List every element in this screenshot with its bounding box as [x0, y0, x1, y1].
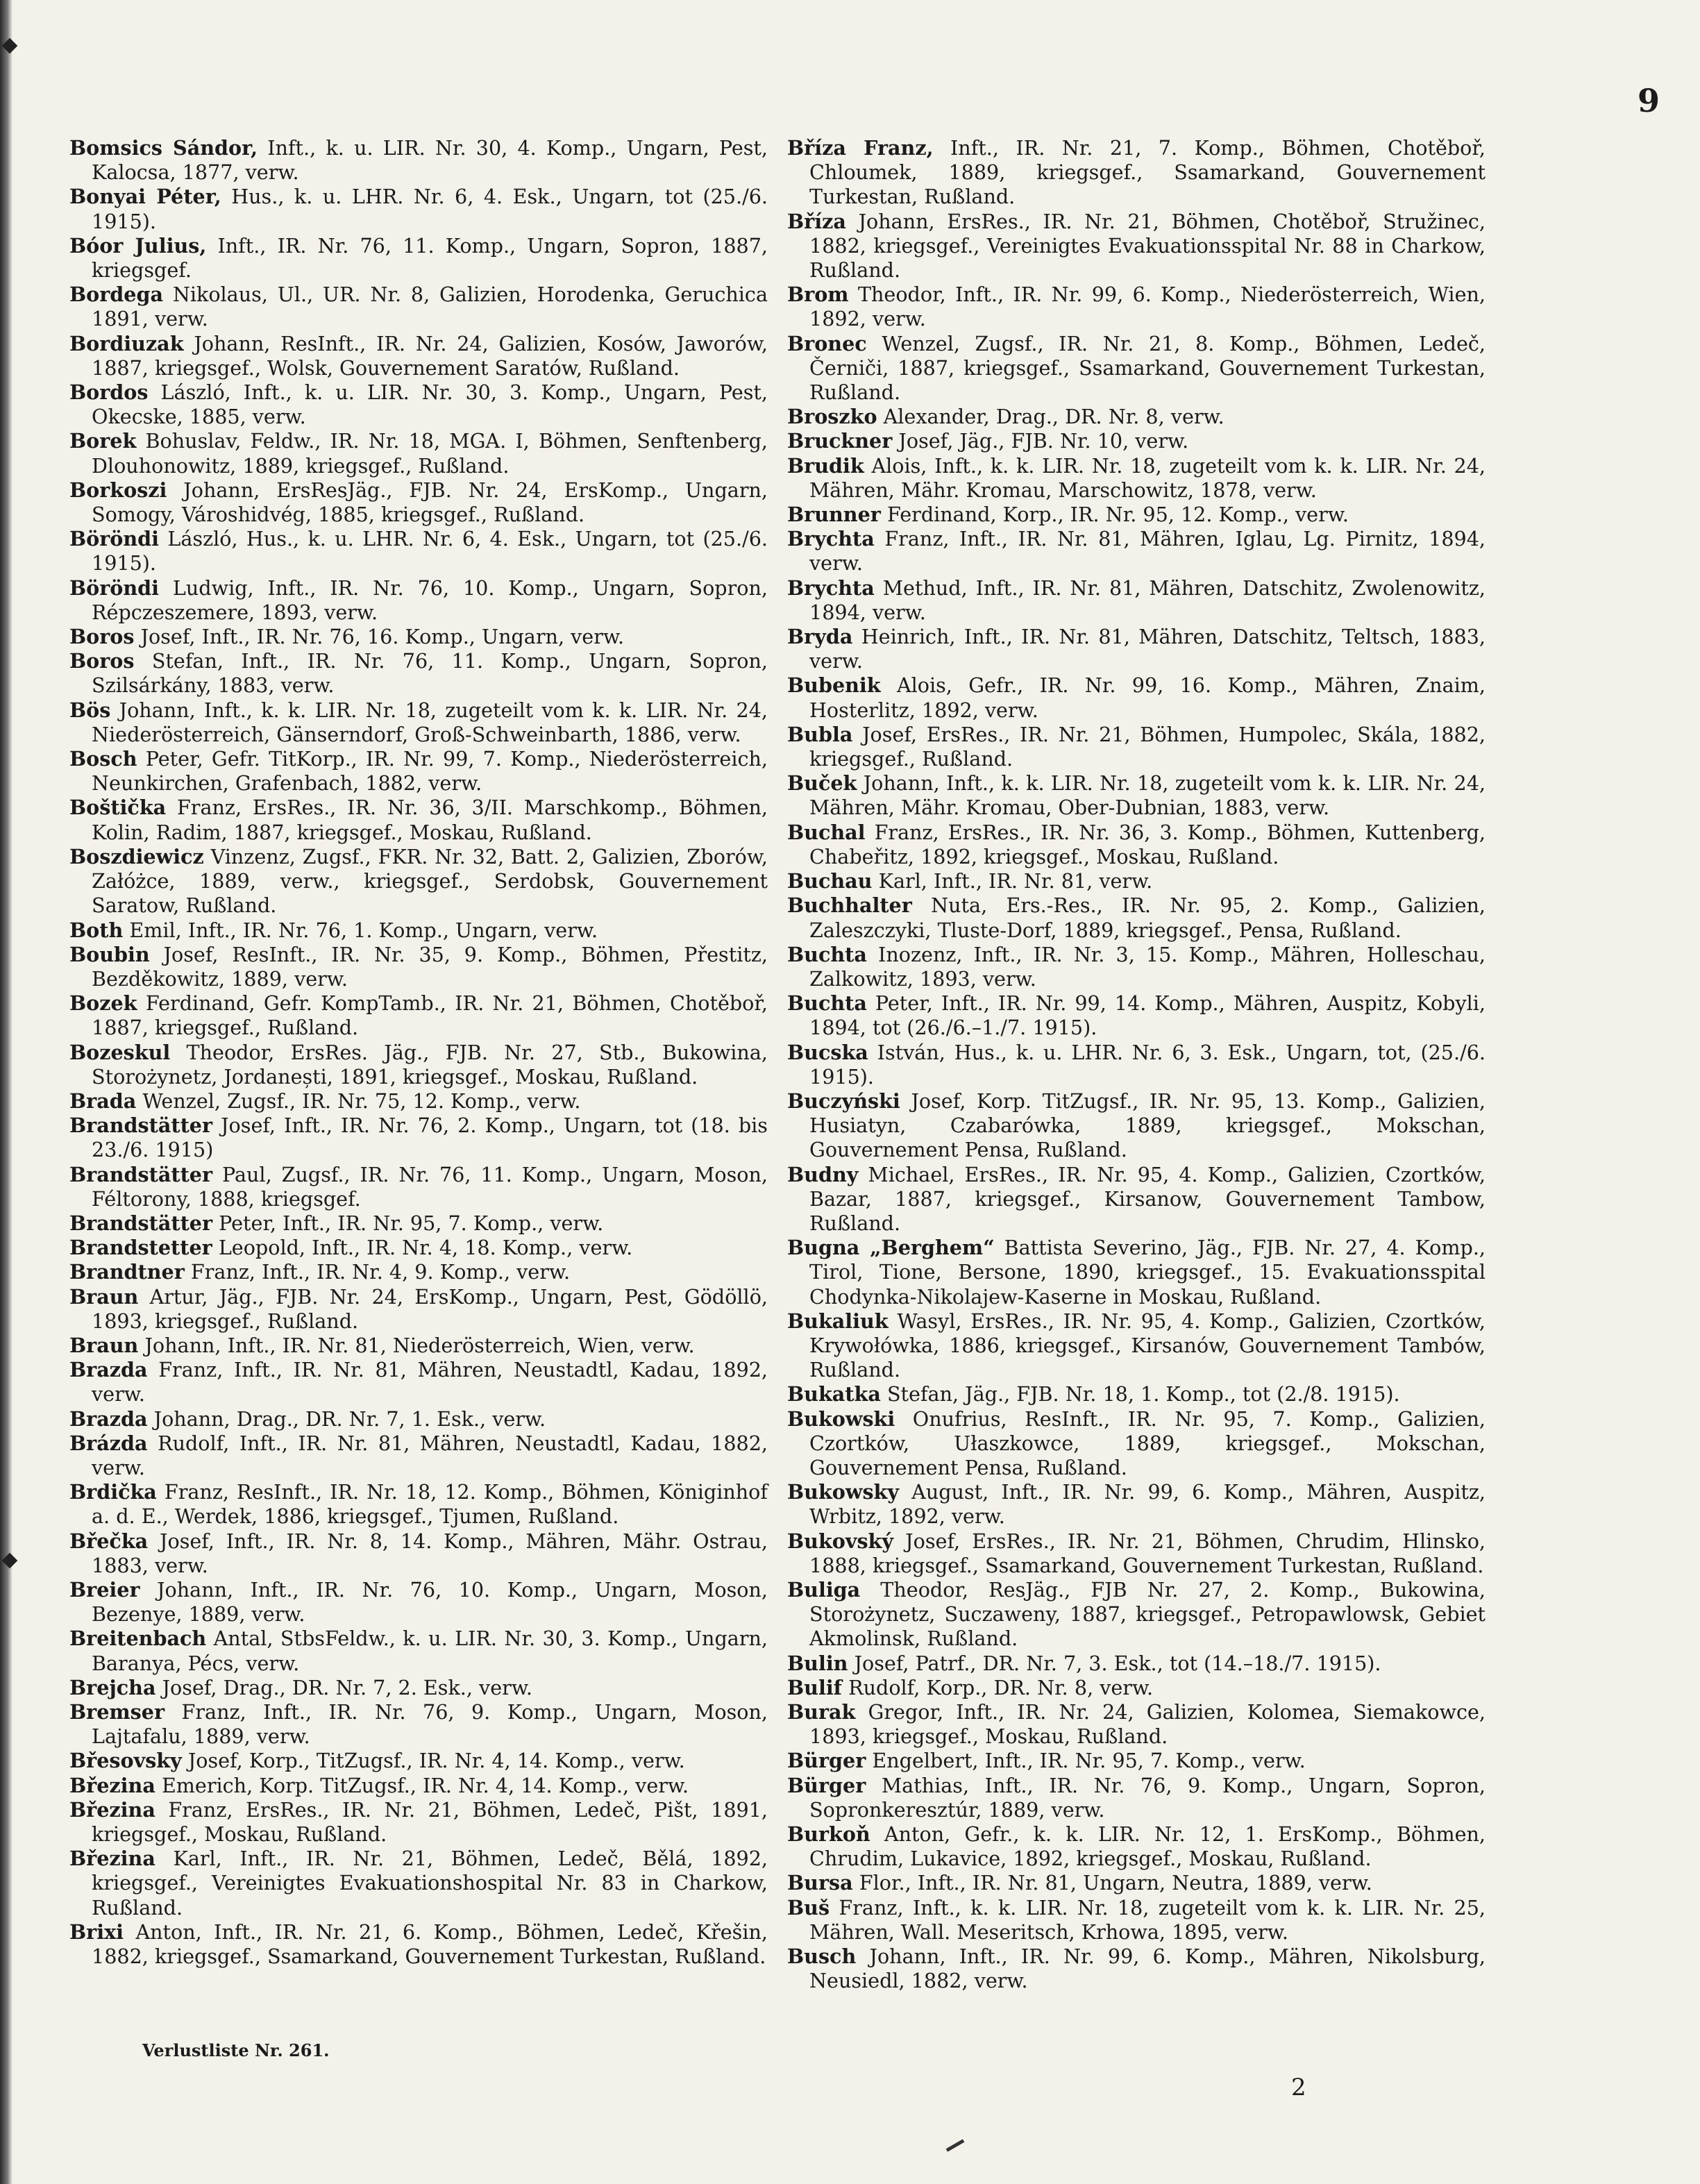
list-entry [787, 136, 1486, 210]
list-entry [787, 1676, 1486, 1700]
list-entry [787, 527, 1486, 576]
list-entry [787, 1382, 1486, 1406]
entry-details: Alois, Gefr., IR. Nr. 99, 16. Komp., Mähren, Znaim, Hosterlitz, 1892, verw. [809, 673, 1486, 722]
entry-surname: Buchau [787, 869, 873, 893]
entry-surname: Brunner [787, 503, 881, 527]
entry-surname: Břesovsky [69, 1749, 182, 1773]
entry-surname: Brandstätter [69, 1162, 213, 1186]
list-entry [69, 1480, 768, 1529]
entry-surname: Bukowski [787, 1406, 895, 1431]
list-entry [69, 283, 768, 331]
entry-details: Ferdinand, Korp., IR. Nr. 95, 12. Komp., verw. [886, 503, 1349, 527]
entry-details: Franz, Inft., IR. Nr. 76, 9. Komp., Ungarn, Moson, Lajtafalu, 1889, verw. [92, 1700, 768, 1749]
list-entry [787, 943, 1486, 991]
entry-details: Stefan, Inft., IR. Nr. 76, 11. Komp., Ungarn, Sopron, Szilsárkány, 1883, verw. [92, 649, 768, 698]
list-entry [69, 1774, 768, 1798]
list-entry [787, 1774, 1486, 1822]
entry-surname: Brejcha [69, 1675, 156, 1699]
entry-surname: Brandstätter [69, 1211, 213, 1235]
list-entry [787, 771, 1486, 820]
entry-details: Vinzenz, Zugsf., FKR. Nr. 32, Batt. 2, Galizien, Zborów, Załóżce, 1889, verw., kriegsgef., Serdobsk, Gouvernement Saratow, Rußland. [92, 844, 768, 918]
entry-surname: Burkoň [787, 1822, 870, 1847]
entry-surname: Bulin [787, 1651, 848, 1675]
entry-surname: Bruckner [787, 429, 893, 453]
list-entry [69, 698, 768, 747]
list-entry [69, 1211, 768, 1236]
entry-surname: Bukaliuk [787, 1309, 889, 1333]
list-entry [69, 1358, 768, 1406]
list-entry [69, 943, 768, 991]
entry-surname: Buchta [787, 991, 867, 1016]
entry-surname: Brázda [69, 1431, 148, 1455]
entry-details: Bohuslav, Feldw., IR. Nr. 18, MGA. I, Böhmen, Senftenberg, Dlouhonowitz, 1889, kriegsgef., Rußland. [92, 429, 768, 478]
entry-surname: Bukovský [787, 1529, 893, 1553]
entry-surname: Buš [787, 1895, 830, 1920]
entry-details: Josef, Korp. TitZugsf., IR. Nr. 95, 13. Komp., Galizien, Husiatyn, Czabarówka, 1889, kriegsgef., Mokschan, Gouvernement Pensa, Rußland. [809, 1089, 1486, 1162]
entry-surname: Brada [69, 1089, 137, 1113]
list-entry [787, 332, 1486, 405]
entry-details: Rudolf, Korp., DR. Nr. 8, verw. [848, 1675, 1154, 1699]
entry-surname: Braun [69, 1284, 139, 1309]
list-entry [69, 136, 768, 185]
list-entry [69, 1114, 768, 1162]
entry-details: Emerich, Korp. TitZugsf., IR. Nr. 4, 14. Komp., verw. [161, 1773, 689, 1797]
entry-surname: Brychta [787, 576, 875, 600]
list-entry [69, 1847, 768, 1920]
list-entry [787, 991, 1486, 1040]
list-entry [69, 185, 768, 233]
entry-details: Peter, Gefr. TitKorp., IR. Nr. 99, 7. Komp., Niederösterreich, Neunkirchen, Grafenbach, 1882, verw. [92, 747, 768, 796]
list-entry [787, 454, 1486, 503]
entry-details: Michael, ErsRes., IR. Nr. 95, 4. Komp., Galizien, Czortków, Bazar, 1887, kriegsgef., Kirsanow, Gouvernement Tambow, Rußland. [809, 1162, 1486, 1235]
list-entry [69, 845, 768, 918]
entry-surname: Buliga [787, 1577, 861, 1602]
list-entry [787, 1041, 1486, 1089]
list-entry [69, 1407, 768, 1431]
list-entry [69, 332, 768, 380]
entry-details: Johann, Inft., IR. Nr. 99, 6. Komp., Mähren, Nikolsburg, Neusiedl, 1882, verw. [809, 1944, 1486, 1993]
entry-details: Engelbert, Inft., IR. Nr. 95, 7. Komp., verw. [872, 1749, 1306, 1773]
entry-surname: Bulif [787, 1675, 842, 1699]
list-entry [69, 527, 768, 576]
list-entry [787, 625, 1486, 673]
entry-details: Alexander, Drag., DR. Nr. 8, verw. [883, 405, 1224, 429]
entry-details: Onufrius, ResInft., IR. Nr. 95, 7. Komp., Galizien, Czortków, Ułaszkowce, 1889, kriegsgef., Mokschan, Gouvernement Pensa, Rußland. [809, 1406, 1486, 1479]
entry-surname: Brandstetter [69, 1236, 212, 1260]
list-entry [69, 1260, 768, 1284]
entry-details: Johann, Drag., DR. Nr. 7, 1. Esk., verw. [153, 1406, 546, 1431]
entry-surname: Bürger [787, 1773, 866, 1797]
entry-surname: Brdička [69, 1480, 157, 1504]
right-column [787, 136, 1486, 1993]
entry-details: Josef, Inft., IR. Nr. 8, 14. Komp., Mähren, Mähr. Ostrau, 1883, verw. [92, 1529, 768, 1577]
entry-surname: Bosch [69, 747, 137, 771]
entry-surname: Both [69, 918, 124, 942]
entry-details: Anton, Gefr., k. k. LIR. Nr. 12, 1. ErsKomp., Böhmen, Chrudim, Lukavice, 1892, kriegsgef., Moskau, Rußland. [809, 1822, 1486, 1871]
entry-details: Battista Severino, Jäg., FJB. Nr. 27, 4. Komp., Tirol, Tione, Bersone, 1890, kriegsgef., 15. Evakuationsspital Chodynka-Nikolajew-Kaserne in Moskau, Rußland. [809, 1236, 1486, 1309]
entry-surname: Busch [787, 1944, 857, 1969]
entry-surname: Bukowsky [787, 1480, 899, 1504]
list-entry [69, 1578, 768, 1627]
entry-details: Wasyl, ErsRes., IR. Nr. 95, 4. Komp., Galizien, Czortków, Krywołówka, 1886, kriegsgef., Kirsanów, Gouvernement Tambów, Rußland. [809, 1309, 1486, 1382]
entry-surname: Bursa [787, 1871, 853, 1895]
entry-surname: Breitenbach [69, 1627, 207, 1651]
entry-details: Josef, Inft., IR. Nr. 76, 2. Komp., Ungarn, tot (18. bis 23./6. 1915) [92, 1114, 768, 1162]
entry-surname: Březina [69, 1773, 155, 1797]
list-entry [69, 576, 768, 625]
list-entry [787, 1652, 1486, 1676]
list-entry [69, 918, 768, 943]
entry-details: Franz, Inft., IR. Nr. 4, 9. Komp., verw. [190, 1260, 571, 1284]
list-entry [787, 405, 1486, 429]
list-entry [69, 429, 768, 478]
entry-surname: Breier [69, 1577, 140, 1602]
entry-surname: Brandtner [69, 1260, 185, 1284]
list-entry [69, 1529, 768, 1578]
entry-details: Theodor, Inft., IR. Nr. 99, 6. Komp., Niederösterreich, Wien, 1892, verw. [809, 283, 1486, 331]
entry-surname: Brazda [69, 1406, 148, 1431]
entry-surname: Boszdiewicz [69, 844, 204, 868]
list-entry [787, 1944, 1486, 1993]
list-entry [69, 747, 768, 796]
list-entry [787, 210, 1486, 283]
list-entry [787, 429, 1486, 453]
list-entry [787, 723, 1486, 771]
entry-surname: Braun [69, 1333, 139, 1357]
entry-details: Franz, ErsRes., IR. Nr. 21, Böhmen, Ledeč, Pišt, 1891, kriegsgef., Moskau, Rußland. [92, 1797, 768, 1847]
entry-details: Mathias, Inft., IR. Nr. 76, 9. Komp., Ungarn, Sopron, Sopronkeresztúr, 1889, verw. [809, 1773, 1486, 1822]
entry-surname: Březina [69, 1797, 155, 1822]
entry-details: Johann, ResInft., IR. Nr. 24, Galizien, Kosów, Jaworów, 1887, kriegsgef., Wolsk, Gouvernement Saratów, Rußland. [92, 331, 768, 380]
entry-details: Peter, Inft., IR. Nr. 95, 7. Komp., verw. [219, 1211, 604, 1235]
list-entry [787, 1163, 1486, 1236]
list-entry [787, 893, 1486, 942]
list-entry [787, 1896, 1486, 1944]
entry-surname: Bordega [69, 283, 164, 307]
entry-surname: Burak [787, 1700, 856, 1724]
entry-details: Franz, Inft., IR. Nr. 81, Mähren, Iglau, Lg. Pirnitz, 1894, verw. [809, 527, 1486, 576]
list-entry [787, 1236, 1486, 1309]
entry-surname: Brychta [787, 527, 875, 551]
entry-surname: Bozeskul [69, 1040, 171, 1064]
entry-surname: Borek [69, 429, 137, 453]
list-entry [69, 1431, 768, 1480]
entry-details: Inft., k. u. LIR. Nr. 30, 4. Komp., Ungarn, Pest, Kalocsa, 1877, verw. [92, 136, 768, 185]
entry-details: Franz, Inft., k. k. LIR. Nr. 18, zugeteilt vom k. k. LIR. Nr. 25, Mähren, Wall. Meseritsch, Krhowa, 1895, verw. [809, 1895, 1486, 1944]
entry-surname: Brom [787, 283, 849, 307]
list-entry [787, 1480, 1486, 1529]
entry-details: Ludwig, Inft., IR. Nr. 76, 10. Komp., Ungarn, Sopron, Répczeszemere, 1893, verw. [92, 576, 768, 624]
list-entry [787, 673, 1486, 722]
entry-surname: Bronec [787, 331, 867, 355]
entry-details: Josef, Patrf., DR. Nr. 7, 3. Esk., tot (14.–18./7. 1915). [854, 1651, 1381, 1675]
list-entry [787, 1822, 1486, 1871]
entry-details: Inozenz, Inft., IR. Nr. 3, 15. Komp., Mähren, Holleschau, Zalkowitz, 1893, verw. [809, 942, 1486, 991]
entry-details: Johann, Inft., k. k. LIR. Nr. 18, zugeteilt vom k. k. LIR. Nr. 24, Mähren, Mähr. Kromau, Ober-Dubnian, 1883, verw. [809, 771, 1486, 820]
entry-surname: Březina [69, 1847, 155, 1871]
list-entry [69, 1041, 768, 1089]
ink-mark [946, 2139, 965, 2151]
entry-surname: Buchhalter [787, 893, 912, 918]
entry-details: Johann, ErsResJäg., FJB. Nr. 24, ErsKomp., Ungarn, Somogy, Városhidvég, 1885, kriegsgef., Rußland. [92, 478, 768, 527]
list-entry [69, 796, 768, 844]
entry-details: Johann, Inft., IR. Nr. 81, Niederösterreich, Wien, verw. [144, 1333, 695, 1357]
entry-details: Heinrich, Inft., IR. Nr. 81, Mähren, Datschitz, Teltsch, 1883, verw. [809, 625, 1486, 673]
list-entry [787, 1700, 1486, 1749]
footer-list-number: Verlustliste Nr. 261. [142, 2040, 330, 2060]
entry-details: Theodor, ResJäg., FJB Nr. 27, 2. Komp., Bukowina, Storożynetz, Suczaweny, 1887, kriegsgef., Petropawlowsk, Gebiet Akmolinsk, Rußland. [809, 1577, 1486, 1651]
list-entry [787, 1749, 1486, 1773]
entry-details: Josef, ErsRes., IR. Nr. 21, Böhmen, Chrudim, Hlinsko, 1888, kriegsgef., Ssamarkand, Gouvernement Turkestan, Rußland. [809, 1529, 1486, 1577]
entry-surname: Böröndi [69, 527, 160, 551]
entry-surname: Bubenik [787, 673, 881, 698]
entry-details: Inft., IR. Nr. 21, 7. Komp., Böhmen, Chotěboř, Chloumek, 1889, kriegsgef., Ssamarkand, Gouvernement Turkestan, Rußland. [809, 136, 1486, 209]
page-number: 9 [1637, 82, 1660, 119]
entry-surname: Budny [787, 1162, 859, 1186]
entry-details: Josef, Korp., TitZugsf., IR. Nr. 4, 14. Komp., verw. [187, 1749, 685, 1773]
entry-surname: Bóor Julius, [69, 233, 207, 258]
entry-surname: Břečka [69, 1529, 149, 1553]
entry-details: Gregor, Inft., IR. Nr. 24, Galizien, Kolomea, Siemakowce, 1893, kriegsgef., Moskau, Rußland. [809, 1700, 1486, 1749]
entry-details: Josef, Inft., IR. Nr. 76, 16. Komp., Ungarn, verw. [140, 625, 625, 649]
entry-surname: Bomsics Sándor, [69, 136, 258, 160]
entry-surname: Böröndi [69, 576, 160, 600]
entry-surname: Buchta [787, 942, 867, 966]
entry-details: Hus., k. u. LHR. Nr. 6, 4. Esk., Ungarn, tot (25./6. 1915). [92, 185, 768, 233]
entry-surname: Bugna „Berghem“ [787, 1236, 995, 1260]
list-entry [69, 1749, 768, 1773]
entry-surname: Bříza [787, 209, 846, 233]
entry-surname: Bonyai Péter, [69, 185, 221, 209]
list-entry [69, 1798, 768, 1847]
entry-surname: Bürger [787, 1749, 866, 1773]
list-entry [787, 1578, 1486, 1652]
list-entry [787, 821, 1486, 869]
entry-details: Alois, Inft., k. k. LIR. Nr. 18, zugeteilt vom k. k. LIR. Nr. 24, Mähren, Mähr. Kromau, Marschowitz, 1878, verw. [809, 453, 1486, 502]
list-entry [787, 576, 1486, 625]
entry-details: István, Hus., k. u. LHR. Nr. 6, 3. Esk., Ungarn, tot, (25./6. 1915). [809, 1040, 1486, 1089]
entry-surname: Brixi [69, 1920, 124, 1944]
list-entry [69, 625, 768, 649]
entry-details: Josef, Jäg., FJB. Nr. 10, verw. [898, 429, 1189, 453]
list-entry [69, 1676, 768, 1700]
entry-surname: Brazda [69, 1358, 148, 1382]
entry-details: Karl, Inft., IR. Nr. 81, verw. [878, 869, 1153, 893]
entry-surname: Boštička [69, 796, 167, 820]
entry-details: Franz, Inft., IR. Nr. 81, Mähren, Neustadtl, Kadau, 1892, verw. [92, 1358, 768, 1406]
entry-details: László, Hus., k. u. LHR. Nr. 6, 4. Esk., Ungarn, tot (25./6. 1915). [92, 527, 768, 576]
entry-details: László, Inft., k. u. LIR. Nr. 30, 3. Komp., Ungarn, Pest, Okecske, 1885, verw. [92, 380, 768, 429]
entry-details: Stefan, Jäg., FJB. Nr. 18, 1. Komp., tot (2./8. 1915). [886, 1382, 1400, 1406]
list-entry [787, 1871, 1486, 1895]
entry-details: Franz, ErsRes., IR. Nr. 36, 3/II. Marschkomp., Böhmen, Kolin, Radim, 1887, kriegsgef., Moskau, Rußland. [92, 796, 768, 844]
entry-surname: Bös [69, 698, 111, 722]
list-entry [69, 380, 768, 429]
entry-details: Nuta, Ers.-Res., IR. Nr. 95, 2. Komp., Galizien, Zaleszczyki, Tluste-Dorf, 1889, kriegsgef., Pensa, Rußland. [809, 893, 1486, 942]
list-entry [787, 869, 1486, 893]
entry-surname: Bukatka [787, 1382, 881, 1406]
entry-surname: Bříza Franz, [787, 136, 934, 160]
entry-details: Paul, Zugsf., IR. Nr. 76, 11. Komp., Ungarn, Moson, Féltorony, 1888, kriegsgef. [92, 1162, 768, 1211]
entry-surname: Borkoszi [69, 478, 167, 502]
list-entry [69, 478, 768, 527]
entry-details: Inft., IR. Nr. 76, 11. Komp., Ungarn, Sopron, 1887, kriegsgef. [92, 233, 768, 283]
list-entry [69, 1285, 768, 1334]
list-entry [69, 1236, 768, 1260]
list-entry [69, 1163, 768, 1211]
list-entry [69, 1627, 768, 1675]
page-binding [0, 0, 12, 2184]
entry-details: Peter, Inft., IR. Nr. 99, 14. Komp., Mähren, Auspitz, Kobyli, 1894, tot (26./6.–1./7. 1915). [809, 991, 1486, 1040]
entry-details: Anton, Inft., IR. Nr. 21, 6. Komp., Böhmen, Ledeč, Křešin, 1882, kriegsgef., Ssamarkand, Gouvernement Turkestan, Rußland. [92, 1920, 768, 1969]
entry-details: Johann, ErsRes., IR. Nr. 21, Böhmen, Chotěboř, Stružinec, 1882, kriegsgef., Vereinigtes Evakuationsspital Nr. 88 in Charkow, Rußland. [809, 209, 1486, 283]
list-entry [69, 991, 768, 1040]
list-entry [69, 1920, 768, 1969]
entry-details: Theodor, ErsRes. Jäg., FJB. Nr. 27, Stb., Bukowina, Storożynetz, Jordanești, 1891, kriegsgef., Moskau, Rußland. [92, 1040, 768, 1089]
entry-details: Josef, ResInft., IR. Nr. 35, 9. Komp., Böhmen, Přestitz, Bezděkowitz, 1889, verw. [92, 942, 768, 991]
list-entry [787, 1089, 1486, 1163]
entry-details: Nikolaus, Ul., UR. Nr. 8, Galizien, Horodenka, Geruchica 1891, verw. [92, 283, 768, 331]
entry-surname: Bryda [787, 625, 853, 649]
list-entry [69, 1334, 768, 1358]
entry-surname: Bordos [69, 380, 149, 405]
list-entry [787, 1529, 1486, 1578]
entry-surname: Boros [69, 649, 135, 673]
entry-details: Methud, Inft., IR. Nr. 81, Mähren, Datschitz, Zwolenowitz, 1894, verw. [809, 576, 1486, 624]
entry-details: Johann, Inft., IR. Nr. 76, 10. Komp., Ungarn, Moson, Bezenye, 1889, verw. [92, 1577, 768, 1627]
entry-surname: Brudik [787, 453, 864, 478]
list-entry [787, 1407, 1486, 1481]
entry-surname: Buczyński [787, 1089, 900, 1113]
entry-details: Antal, StbsFeldw., k. u. LIR. Nr. 30, 3. Komp., Ungarn, Baranya, Pécs, verw. [92, 1627, 768, 1675]
list-entry [69, 1089, 768, 1114]
entry-surname: Bozek [69, 991, 137, 1016]
entry-details: Rudolf, Inft., IR. Nr. 81, Mähren, Neustadtl, Kadau, 1882, verw. [92, 1431, 768, 1479]
entry-details: Franz, ErsRes., IR. Nr. 36, 3. Komp., Böhmen, Kuttenberg, Chabeřitz, 1892, kriegsgef., Moskau, Rußland. [809, 820, 1486, 868]
entry-surname: Bucska [787, 1040, 868, 1064]
entry-surname: Boros [69, 625, 135, 649]
entry-details: Emil, Inft., IR. Nr. 76, 1. Komp., Ungarn, verw. [129, 918, 598, 942]
entry-surname: Bordiuzak [69, 331, 184, 355]
list-entry [787, 1309, 1486, 1383]
entry-details: Wenzel, Zugsf., IR. Nr. 21, 8. Komp., Böhmen, Ledeč, Černiči, 1887, kriegsgef., Ssamarkand, Gouvernement Turkestan, Rußland. [809, 331, 1486, 405]
entry-details: Josef, Drag., DR. Nr. 7, 2. Esk., verw. [162, 1675, 532, 1699]
entry-details: Franz, ResInft., IR. Nr. 18, 12. Komp., Böhmen, Königinhof a. d. E., Werdek, 1886, kriegsgef., Tjumen, Rußland. [92, 1480, 768, 1529]
list-entry [787, 283, 1486, 331]
entry-surname: Bremser [69, 1700, 165, 1724]
list-entry [69, 1700, 768, 1749]
entry-surname: Buček [787, 771, 857, 796]
list-entry [69, 234, 768, 283]
entry-details: Flor., Inft., IR. Nr. 81, Ungarn, Neutra, 1889, verw. [859, 1871, 1372, 1895]
entry-details: Josef, ErsRes., IR. Nr. 21, Böhmen, Humpolec, Skála, 1882, kriegsgef., Rußland. [809, 722, 1486, 771]
entry-details: August, Inft., IR. Nr. 99, 6. Komp., Mähren, Auspitz, Wrbitz, 1892, verw. [809, 1480, 1486, 1529]
entry-details: Karl, Inft., IR. Nr. 21, Böhmen, Ledeč, Bělá, 1892, kriegsgef., Vereinigtes Evakuationshospital Nr. 83 in Charkow, Rußland. [92, 1847, 768, 1920]
entry-details: Wenzel, Zugsf., IR. Nr. 75, 12. Komp., verw. [142, 1089, 581, 1113]
entry-surname: Boubin [69, 942, 150, 966]
left-column [69, 136, 768, 1969]
entry-surname: Brandstätter [69, 1114, 213, 1138]
entry-surname: Buchal [787, 820, 866, 844]
entry-details: Artur, Jäg., FJB. Nr. 24, ErsKomp., Ungarn, Pest, Gödöllö, 1893, kriegsgef., Rußland. [92, 1284, 768, 1333]
entry-surname: Broszko [787, 405, 877, 429]
entry-details: Ferdinand, Gefr. KompTamb., IR. Nr. 21, Böhmen, Chotěboř, 1887, kriegsgef., Rußland. [92, 991, 768, 1040]
list-entry [787, 503, 1486, 527]
footer-page-mark: 2 [1291, 2074, 1306, 2101]
entry-details: Leopold, Inft., IR. Nr. 4, 18. Komp., verw. [218, 1236, 633, 1260]
list-entry [69, 649, 768, 698]
entry-surname: Bubla [787, 722, 853, 746]
entry-details: Johann, Inft., k. k. LIR. Nr. 18, zugeteilt vom k. k. LIR. Nr. 24, Niederösterreich, Gänserndorf, Groß-Schweinbarth, 1886, verw. [92, 698, 768, 746]
